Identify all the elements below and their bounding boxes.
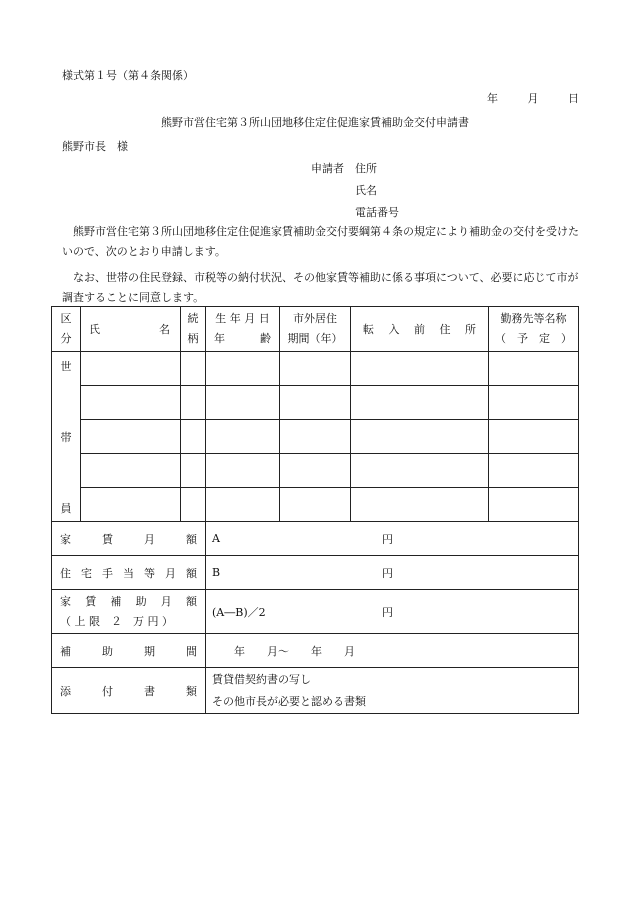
member-name-cell[interactable] — [81, 386, 181, 420]
member-workplace-cell[interactable] — [489, 386, 579, 420]
member-workplace-cell[interactable] — [489, 488, 579, 522]
household-members-label: 世 帯 員 — [52, 352, 81, 522]
date-line — [487, 90, 579, 106]
member-relation-cell[interactable] — [181, 420, 206, 454]
header-relation: 続 柄 — [181, 307, 206, 352]
header-birthdate-age: 生 年 月 日 年 齢 — [206, 307, 280, 352]
housing-allowance-value-field[interactable]: B 円 — [206, 556, 579, 590]
subsidy-value-field[interactable]: (A―B)／2 円 — [206, 590, 579, 634]
member-workplace-cell[interactable] — [489, 420, 579, 454]
consent-statement: なお、世帯の住民登録、市税等の納付状況、その他家賃等補助に係る事項について、必要に応じて市が調査することに同意します。 — [62, 271, 579, 304]
member-name-cell[interactable] — [81, 352, 181, 386]
header-name: 氏 名 — [81, 307, 181, 352]
header-kubun: 区 分 — [52, 307, 81, 352]
attachments-list — [206, 668, 579, 714]
header-workplace: 勤務先等名称 （ 予 定 ） — [489, 307, 579, 352]
applicant-phone-label: 電話番号 — [355, 206, 399, 219]
member-name-cell[interactable] — [81, 454, 181, 488]
member-workplace-cell[interactable] — [489, 454, 579, 488]
attachment-item: その他市長が必要と認める書類 — [212, 694, 366, 708]
member-residence-cell[interactable] — [280, 420, 351, 454]
member-address-cell[interactable] — [351, 420, 489, 454]
housing-allowance-label: 住 宅 手 当 等 月 額 — [52, 556, 206, 590]
document-title: 熊野市営住宅第３所山団地移住定住促進家賃補助金交付申請書 — [161, 116, 469, 129]
member-residence-cell[interactable] — [280, 488, 351, 522]
member-relation-cell[interactable] — [181, 454, 206, 488]
member-name-cell[interactable] — [81, 488, 181, 522]
applicant-address-label: 住所 — [355, 162, 377, 175]
attachment-item: 賃貸借契約書の写し — [212, 672, 311, 686]
member-address-cell[interactable] — [351, 454, 489, 488]
date-year[interactable]: 年 — [487, 92, 498, 105]
form-number: 様式第１号（第４条関係） — [62, 69, 194, 82]
date-month[interactable]: 月 — [527, 92, 539, 105]
period-label: 補 助 期 間 — [52, 634, 206, 668]
date-day[interactable]: 日 — [568, 92, 579, 105]
applicant-label: 申請者 — [311, 162, 344, 175]
member-relation-cell[interactable] — [181, 386, 206, 420]
member-birthdate-cell[interactable] — [206, 386, 280, 420]
member-relation-cell[interactable] — [181, 352, 206, 386]
subsidy-label: 家 賃 補 助 月 額 （ 上 限 ２ 万 円 ） — [52, 590, 206, 634]
application-table — [51, 306, 579, 714]
header-residence-period: 市外居住 期間（年） — [280, 307, 351, 352]
attachments-label: 添 付 書 類 — [52, 668, 206, 714]
member-residence-cell[interactable] — [280, 454, 351, 488]
member-birthdate-cell[interactable] — [206, 352, 280, 386]
member-workplace-cell[interactable] — [489, 352, 579, 386]
member-residence-cell[interactable] — [280, 386, 351, 420]
member-birthdate-cell[interactable] — [206, 454, 280, 488]
member-birthdate-cell[interactable] — [206, 488, 280, 522]
rent-label: 家 賃 月 額 — [52, 522, 206, 556]
rent-value-field[interactable]: A 円 — [206, 522, 579, 556]
member-address-cell[interactable] — [351, 488, 489, 522]
member-birthdate-cell[interactable] — [206, 420, 280, 454]
member-address-cell[interactable] — [351, 386, 489, 420]
period-value-field[interactable]: 年 月～ 年 月 — [206, 634, 579, 668]
addressee: 熊野市長 様 — [62, 140, 128, 153]
member-relation-cell[interactable] — [181, 488, 206, 522]
header-previous-address: 転 入 前 住 所 — [351, 307, 489, 352]
member-name-cell[interactable] — [81, 420, 181, 454]
member-address-cell[interactable] — [351, 352, 489, 386]
application-statement: 熊野市営住宅第３所山団地移住定住促進家賃補助金交付要綱第４条の規定により補助金の交付を受けたいので、次のとおり申請します。 — [62, 225, 579, 258]
member-residence-cell[interactable] — [280, 352, 351, 386]
applicant-name-label: 氏名 — [355, 184, 377, 197]
